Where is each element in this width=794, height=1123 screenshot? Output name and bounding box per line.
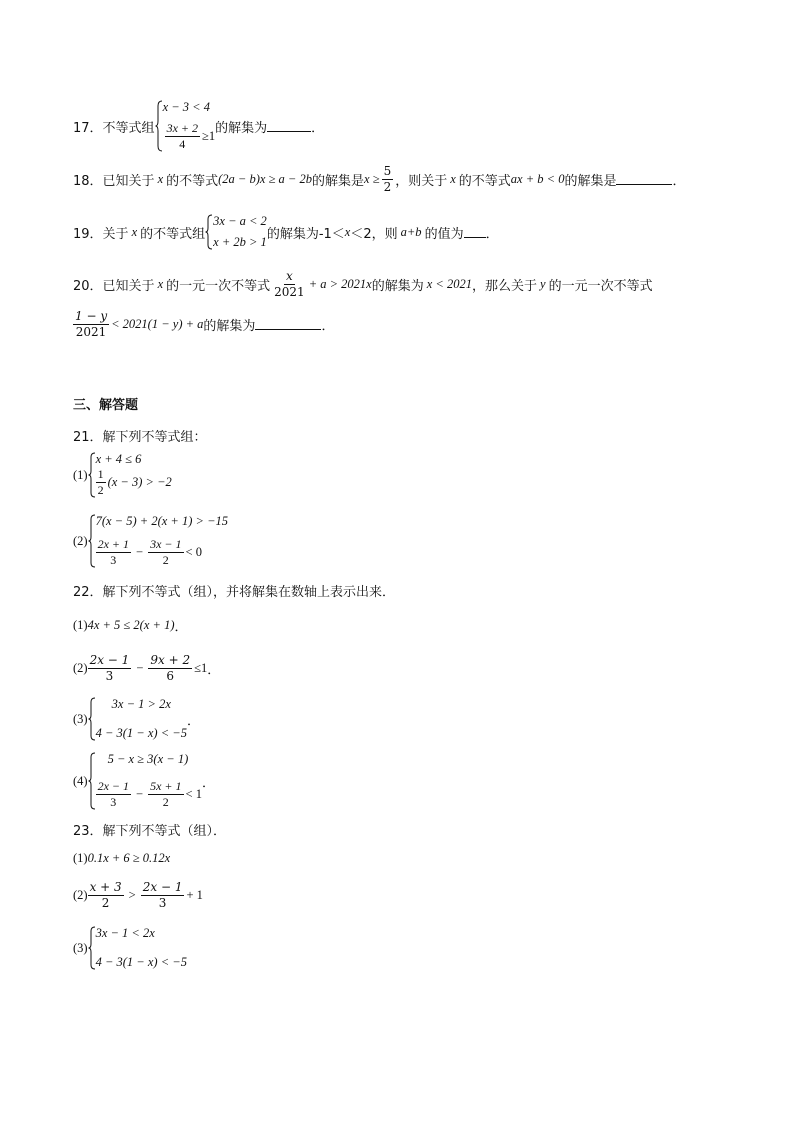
q22-part-4: (4) 5 − x ≥ 3(x − 1) $\frac{2x - 1}{3}$ − $\frac{5x + 1}{2}$ < 1 ． xyxy=(73,752,215,809)
fraction: $\frac{5x + 1}{2}$ xyxy=(150,779,182,809)
q21-part-2 xyxy=(73,514,228,568)
question-number: 20． xyxy=(73,278,103,294)
inequality-system xyxy=(88,752,202,810)
answer-blank[interactable] xyxy=(616,174,672,185)
part-label: (3) xyxy=(73,940,88,955)
part-label: (1) xyxy=(73,617,88,632)
system-row-2: $\frac{1}{2}$ (x − 3) > −2 xyxy=(97,467,172,497)
q23-part-3 xyxy=(73,926,187,970)
section-title: 三、解答题 xyxy=(73,398,139,413)
fraction: $\frac{2x - 1}{3}$ xyxy=(97,779,130,809)
fraction: $\frac{5}{2}$ xyxy=(383,163,392,194)
question-22-title: 22．解下列不等式（组），并将解集在数轴上表示出来． xyxy=(73,585,396,600)
inequality-system xyxy=(155,100,216,152)
q23-part-2: (2) $\frac{x + 3}{2}$ > $\frac{2x - 1}{3}$ + 1 xyxy=(73,879,203,910)
math-expression: 4x + 5 ≤ 2(x + 1) xyxy=(87,617,175,632)
system-row-1: 7(x − 5) + 2(x + 1) > −15 xyxy=(95,514,228,528)
system-row-2: $\frac{2x - 1}{3}$ − $\frac{5x + 1}{2}$ < 1 xyxy=(97,779,202,809)
answer-blank[interactable] xyxy=(464,227,486,238)
system-row-2: $\frac{3x + 2}{4}$ ≥1 xyxy=(166,121,216,151)
inequality-system xyxy=(88,697,187,741)
fraction: $\frac{2x + 1}{3}$ xyxy=(97,537,130,567)
question-20-continued: $\frac{1 - y}{2021}$ < 2021(1 − y) + a 的解集为 ． xyxy=(75,308,335,339)
part-label: (2) xyxy=(73,887,88,902)
q22-part-1: (1) 4x + 5 ≤ 2(x + 1) ． xyxy=(73,617,188,635)
system-row-1: x − 3 < 4 xyxy=(162,100,210,114)
system-row-1: 5 − x ≥ 3(x − 1) xyxy=(107,752,189,766)
question-19: 19． 关于 x 的不等式组 3x − a < 2 x + 2b > 1 的解集为-1＜ x ＜2，则 a+b 的值为 ． xyxy=(73,214,499,249)
inequality-system xyxy=(88,452,172,498)
inequality-system xyxy=(88,514,228,568)
fraction: $\frac{1 - y}{2021}$ xyxy=(75,308,108,339)
part-label: (3) xyxy=(73,711,88,726)
fraction: $\frac{3x + 2}{4}$ xyxy=(166,121,198,151)
system-row-1: 3x − 1 > 2x xyxy=(111,697,171,711)
left-brace-icon xyxy=(88,926,96,970)
q22-part-2: (2) $\frac{2x - 1}{3}$ − $\frac{9x + 2}{6}$ ≤1 ． xyxy=(73,652,221,683)
fraction: $\frac{2x - 1}{3}$ xyxy=(89,652,130,683)
question-number: 19． xyxy=(73,226,103,242)
q23-part-1 xyxy=(73,848,170,868)
fraction: $\frac{1}{2}$ xyxy=(97,467,104,497)
question-number: 17． xyxy=(73,120,103,136)
question-21-title: 21．解下列不等式组： xyxy=(73,430,207,445)
math-expression: + a > 2021x xyxy=(308,276,372,291)
system-row-1: 3x − 1 < 2x xyxy=(95,926,155,940)
left-brace-icon xyxy=(88,697,96,741)
question-23-title: 23．解下列不等式（组）． xyxy=(73,824,227,839)
system-row-2: 4 − 3(1 − x) < −5 xyxy=(95,726,187,740)
fraction: $\frac{9x + 2}{6}$ xyxy=(150,652,191,683)
question-18: 18． 已知关于 x 的不等式 (2a − b)x ≥ a − 2b 的解集是 x ≥ $\frac{5}{2}$ ，则关于 x 的不等式 ax + b < 0 的解集是 ． xyxy=(73,163,686,194)
question-text: 的解集为 xyxy=(215,120,268,136)
fraction: $\frac{3x - 1}{2}$ xyxy=(150,537,182,567)
fraction: $\frac{2x - 1}{3}$ xyxy=(142,879,183,910)
system-row-1: 3x − a < 2 xyxy=(213,214,267,228)
question-20: 20． 已知关于 x 的一元一次不等式 $\frac{x}{2021}$ + a > 2021x 的解集为 x < 2021 ，那么关于 y 的一元一次不等式 xyxy=(73,268,653,299)
math-expression: ax + b < 0 xyxy=(510,171,565,186)
math-expression: < 2021(1 − y) + a xyxy=(111,316,204,331)
system-row-2: $\frac{2x + 1}{3}$ − $\frac{3x - 1}{2}$ < 0 xyxy=(97,537,202,567)
math-expression: 0.1x + 6 ≥ 0.12x xyxy=(87,850,171,865)
left-brace-icon xyxy=(88,452,96,498)
left-brace-icon xyxy=(155,100,163,152)
part-label: (2) xyxy=(73,533,88,548)
system-row-1: x + 4 ≤ 6 xyxy=(95,452,142,466)
system-row-2: x + 2b > 1 xyxy=(213,235,267,249)
part-label: (1) xyxy=(73,467,88,482)
part-label: (1) xyxy=(73,850,88,865)
part-label: (4) xyxy=(73,773,88,788)
answer-blank[interactable] xyxy=(267,121,311,132)
left-brace-icon xyxy=(88,752,96,810)
inequality-system xyxy=(205,214,267,250)
part-label: (2) xyxy=(73,660,88,675)
q21-part-1 xyxy=(73,452,172,498)
fraction: $\frac{x}{2021}$ xyxy=(274,268,305,299)
left-brace-icon xyxy=(88,514,96,568)
inequality-system xyxy=(88,926,187,970)
question-17: 17． 不等式组 x − 3 < 4 $\frac{3x + 2}{4}$ ≥1 的解集为 ． xyxy=(73,100,325,151)
left-brace-icon xyxy=(205,214,213,250)
system-row-2: 4 − 3(1 − x) < −5 xyxy=(95,955,187,969)
question-number: 18． xyxy=(73,173,103,189)
question-text: 不等式组 xyxy=(102,120,155,136)
q22-part-3: (3) 3x − 1 > 2x 4 − 3(1 − x) < −5 ． xyxy=(73,697,200,740)
fraction: $\frac{x + 3}{2}$ xyxy=(89,879,122,910)
answer-blank[interactable] xyxy=(255,319,321,330)
math-expression: (2a − b)x ≥ a − 2b xyxy=(218,171,312,186)
